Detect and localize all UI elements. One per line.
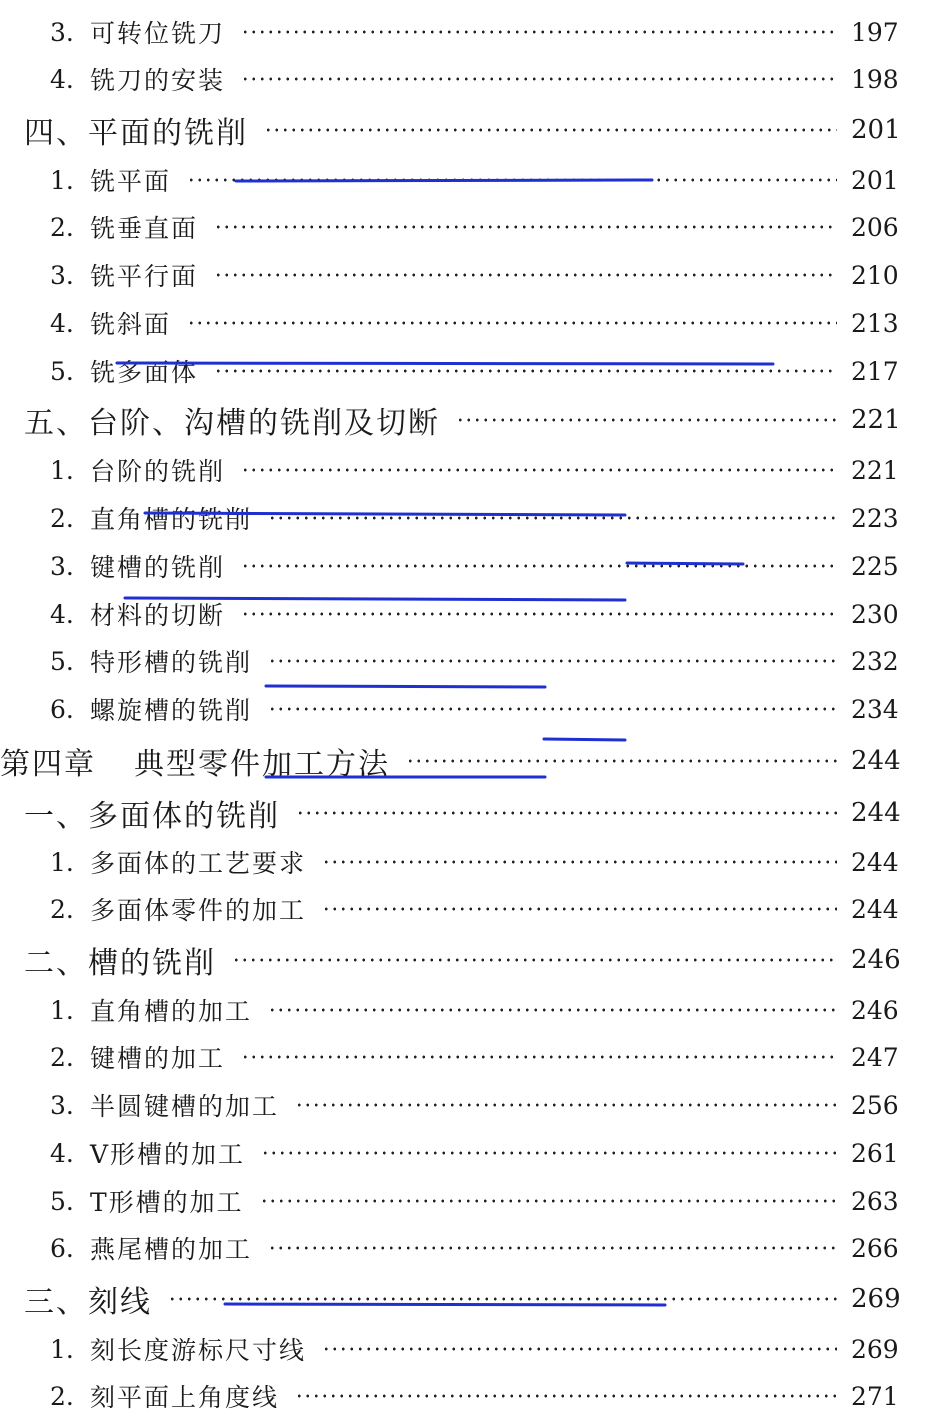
dot-leader <box>322 858 837 866</box>
entry-title: 螺旋槽的铣削 <box>90 696 253 725</box>
entry-number: 2. <box>50 212 74 242</box>
entry-page-number: 206 <box>851 212 899 242</box>
entry-page-number: 198 <box>851 64 899 94</box>
dot-leader <box>232 956 837 964</box>
entry-number: 6. <box>50 694 74 724</box>
toc-entry[interactable] <box>0 1376 927 1416</box>
entry-page-number: 210 <box>851 260 899 290</box>
entry-number: 1. <box>50 847 74 877</box>
entry-number: 3. <box>50 1090 74 1120</box>
entry-number: 2. <box>50 1381 74 1411</box>
toc-entry[interactable] <box>0 594 927 634</box>
entry-title: 刻平面上角度线 <box>90 1383 280 1412</box>
entry-page-number: 244 <box>851 746 901 776</box>
entry-number: 6. <box>50 1233 74 1263</box>
entry-number: 3. <box>50 551 74 581</box>
dot-leader <box>241 75 837 83</box>
toc-entry[interactable] <box>0 1228 927 1268</box>
dot-leader <box>268 514 837 522</box>
dot-leader <box>214 223 837 231</box>
entry-number: 2. <box>50 1042 74 1072</box>
entry-page-number: 266 <box>851 1233 899 1263</box>
entry-number: 4. <box>50 64 74 94</box>
entry-number: 1. <box>50 1334 74 1364</box>
toc-section-entry[interactable] <box>0 108 927 152</box>
entry-page-number: 256 <box>851 1090 899 1120</box>
entry-number: 4. <box>50 1138 74 1168</box>
chapter-title: 典型零件加工方法 <box>134 747 390 782</box>
entry-title: 键槽的加工 <box>90 1044 226 1073</box>
dot-leader <box>322 1345 837 1353</box>
entry-title: 刻长度游标尺寸线 <box>90 1336 307 1365</box>
entry-number: 2. <box>50 894 74 924</box>
toc-entry[interactable] <box>0 1329 927 1369</box>
entry-page-number: 244 <box>851 894 899 924</box>
dot-leader <box>214 271 837 279</box>
toc-entry[interactable] <box>0 450 927 490</box>
dot-leader <box>268 1006 837 1014</box>
entry-number: 4. <box>50 599 74 629</box>
section-title: 五、台阶、沟槽的铣削及切断 <box>24 406 440 441</box>
toc-section-entry[interactable] <box>0 938 927 982</box>
dot-leader <box>295 1101 837 1109</box>
toc-entry[interactable] <box>0 207 927 247</box>
entry-title: 台阶的铣削 <box>90 457 226 486</box>
entry-title: 可转位铣刀 <box>90 19 226 48</box>
toc-entry[interactable] <box>0 160 927 200</box>
toc-entry[interactable] <box>0 351 927 391</box>
entry-page-number: 217 <box>851 356 899 386</box>
toc-entry[interactable] <box>0 546 927 586</box>
dot-leader <box>214 367 837 375</box>
entry-page-number: 232 <box>851 646 899 676</box>
entry-number: 1. <box>50 995 74 1025</box>
dot-leader <box>456 416 837 424</box>
dot-leader <box>322 905 837 913</box>
dot-leader <box>261 1149 837 1157</box>
entry-page-number: 244 <box>851 798 901 828</box>
entry-page-number: 234 <box>851 694 899 724</box>
entry-page-number: 247 <box>851 1042 899 1072</box>
section-title: 四、平面的铣削 <box>24 116 248 151</box>
entry-page-number: 271 <box>851 1381 899 1411</box>
entry-number: 1. <box>50 455 74 485</box>
dot-leader <box>187 319 837 327</box>
entry-title: 多面体零件的加工 <box>90 896 307 925</box>
entry-page-number: 269 <box>851 1284 901 1314</box>
section-title: 三、刻线 <box>24 1285 152 1320</box>
toc-entry[interactable] <box>0 1037 927 1077</box>
dot-leader <box>260 1197 837 1205</box>
entry-number: 5. <box>50 646 74 676</box>
entry-page-number: 223 <box>851 503 899 533</box>
dot-leader <box>241 28 837 36</box>
toc-entry[interactable] <box>0 990 927 1030</box>
chapter-number: 第四章 <box>0 747 96 782</box>
entry-page-number: 221 <box>851 405 901 435</box>
entry-page-number: 246 <box>851 995 899 1025</box>
toc-section-entry[interactable] <box>0 398 927 442</box>
entry-title: T形槽的加工 <box>90 1188 244 1217</box>
dot-leader <box>268 657 837 665</box>
section-title: 一、多面体的铣削 <box>24 799 280 834</box>
toc-section-entry[interactable] <box>0 791 927 835</box>
entry-number: 3. <box>50 260 74 290</box>
entry-title: 直角槽的加工 <box>90 997 253 1026</box>
section-title: 二、槽的铣削 <box>24 946 216 981</box>
entry-title: 键槽的铣削 <box>90 553 226 582</box>
entry-title: 铣刀的安装 <box>90 66 226 95</box>
dot-leader <box>168 1295 837 1303</box>
toc-entry[interactable] <box>0 1133 927 1173</box>
entry-number: 3. <box>50 17 74 47</box>
entry-title: 燕尾槽的加工 <box>90 1235 253 1264</box>
entry-page-number: 269 <box>851 1334 899 1364</box>
entry-number: 4. <box>50 308 74 338</box>
toc-entry[interactable] <box>0 1181 927 1221</box>
entry-title: 铣多面体 <box>90 358 199 387</box>
entry-page-number: 263 <box>851 1186 899 1216</box>
entry-title: 铣平行面 <box>90 262 199 291</box>
dot-leader <box>295 1392 837 1400</box>
dot-leader <box>264 126 837 134</box>
toc-entry[interactable] <box>0 1085 927 1125</box>
entry-page-number: 261 <box>851 1138 899 1168</box>
toc-entry[interactable] <box>0 842 927 882</box>
toc-entry[interactable] <box>0 12 927 52</box>
entry-title: 铣斜面 <box>90 310 172 339</box>
entry-title: V形槽的加工 <box>90 1140 246 1169</box>
toc-entry[interactable] <box>0 303 927 343</box>
entry-page-number: 213 <box>851 308 899 338</box>
dot-leader <box>241 562 837 570</box>
entry-page-number: 225 <box>851 551 899 581</box>
dot-leader <box>406 757 837 765</box>
entry-title: 材料的切断 <box>90 601 226 630</box>
entry-page-number: 197 <box>851 17 899 47</box>
entry-page-number: 230 <box>851 599 899 629</box>
toc-section-entry[interactable] <box>0 1277 927 1321</box>
toc-entry[interactable] <box>0 889 927 929</box>
toc-chapter-entry[interactable] <box>0 739 927 783</box>
toc-entry[interactable] <box>0 641 927 681</box>
entry-page-number: 246 <box>851 945 901 975</box>
dot-leader <box>241 1053 837 1061</box>
entry-title: 半圆键槽的加工 <box>90 1092 280 1121</box>
dot-leader <box>296 809 837 817</box>
entry-title: 铣平面 <box>90 167 172 196</box>
toc-entry[interactable] <box>0 498 927 538</box>
entry-page-number: 221 <box>851 455 899 485</box>
entry-number: 5. <box>50 356 74 386</box>
entry-title: 特形槽的铣削 <box>90 648 253 677</box>
entry-title: 直角槽的铣削 <box>90 505 253 534</box>
dot-leader <box>268 705 837 713</box>
toc-entry[interactable] <box>0 59 927 99</box>
dot-leader <box>241 466 837 474</box>
entry-page-number: 201 <box>851 115 901 145</box>
entry-number: 2. <box>50 503 74 533</box>
toc-entry[interactable] <box>0 255 927 295</box>
dot-leader <box>268 1244 837 1252</box>
toc-entry[interactable] <box>0 689 927 729</box>
dot-leader <box>241 610 837 618</box>
entry-number: 1. <box>50 165 74 195</box>
entry-title: 铣垂直面 <box>90 214 199 243</box>
entry-number: 5. <box>50 1186 74 1216</box>
entry-title: 多面体的工艺要求 <box>90 849 307 878</box>
entry-page-number: 201 <box>851 165 899 195</box>
entry-page-number: 244 <box>851 847 899 877</box>
dot-leader <box>187 176 837 184</box>
